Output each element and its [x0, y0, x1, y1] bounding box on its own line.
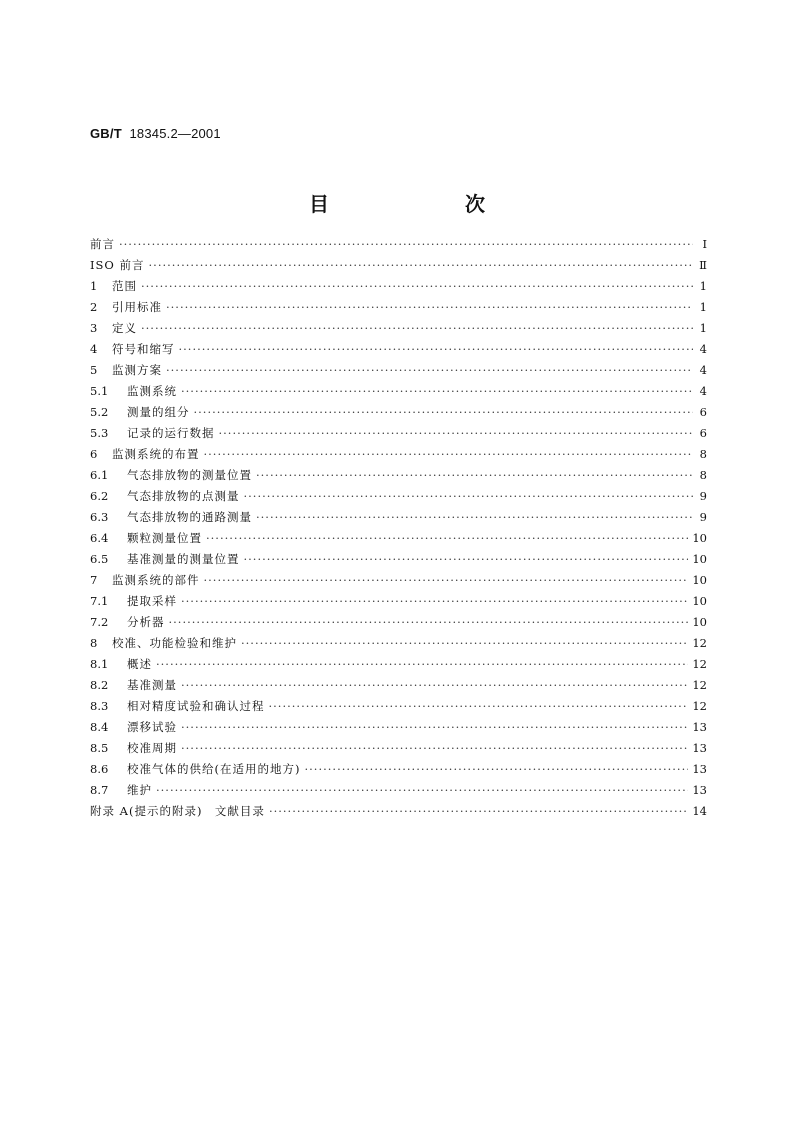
toc-entry-number: 7 [90, 573, 98, 587]
toc-entry-label: 监测方案 [112, 363, 162, 377]
toc-entry [90, 696, 707, 717]
toc-entry-number: 8.6 [90, 762, 109, 776]
toc-entry-number: 6.1 [90, 468, 109, 482]
toc-entry [90, 570, 707, 591]
toc-entry-number: 6.4 [90, 531, 109, 545]
toc-dot-leader [241, 633, 688, 654]
toc-dot-leader [244, 486, 694, 507]
toc-entry-page: 4 [699, 384, 707, 398]
toc-entry-page: 9 [699, 510, 707, 524]
toc-entry-label: 校准、功能检验和维护 [112, 636, 237, 650]
toc-entry-number: 8.3 [90, 699, 109, 713]
toc-entry [90, 444, 707, 465]
toc-dot-leader [269, 696, 689, 717]
toc-entry-label: 监测系统 [127, 384, 177, 398]
toc-entry-number: 2 [90, 300, 98, 314]
toc-entry [90, 360, 707, 381]
toc-dot-leader [194, 402, 694, 423]
toc-entry-label: 气态排放物的点测量 [127, 489, 240, 503]
toc-entry-page: 13 [692, 783, 707, 797]
toc-entry-label: 漂移试验 [127, 720, 177, 734]
toc-dot-leader [166, 297, 693, 318]
toc-entry [90, 633, 707, 654]
table-of-contents [90, 234, 707, 822]
toc-dot-leader [304, 759, 688, 780]
toc-entry-number: 6.2 [90, 489, 109, 503]
toc-entry-number: 4 [90, 342, 98, 356]
toc-entry-page: 10 [692, 531, 707, 545]
toc-entry-page: 12 [692, 657, 707, 671]
standard-code [90, 126, 221, 141]
toc-entry-label: 基准测量 [127, 678, 177, 692]
toc-entry-label: 概述 [127, 657, 152, 671]
toc-entry [90, 717, 707, 738]
toc-entry-page: 9 [699, 489, 707, 503]
toc-entry-number: 7.1 [90, 594, 109, 608]
toc-entry-label: 颗粒测量位置 [127, 531, 202, 545]
toc-entry [90, 738, 707, 759]
toc-entry [90, 402, 707, 423]
toc-entry-label: 分析器 [127, 615, 165, 629]
toc-dot-leader [181, 381, 693, 402]
toc-entry-number: 6 [90, 447, 98, 461]
toc-dot-leader [204, 444, 694, 465]
toc-entry-number: 6.3 [90, 510, 109, 524]
toc-entry-page: 1 [699, 279, 707, 293]
toc-dot-leader [156, 654, 688, 675]
toc-entry [90, 297, 707, 318]
toc-entry-page: 10 [692, 573, 707, 587]
toc-entry-label: 测量的组分 [127, 405, 190, 419]
toc-entry-label: 气态排放物的测量位置 [127, 468, 252, 482]
toc-entry-label: 监测系统的布置 [112, 447, 200, 461]
toc-entry [90, 612, 707, 633]
toc-dot-leader [141, 276, 693, 297]
toc-entry-page: 12 [692, 636, 707, 650]
toc-entry [90, 549, 707, 570]
toc-entry-label: ISO 前言 [90, 258, 145, 272]
toc-dot-leader [181, 591, 688, 612]
toc-entry [90, 654, 707, 675]
toc-dot-leader [244, 549, 689, 570]
toc-dot-leader [256, 465, 693, 486]
toc-dot-leader [166, 360, 693, 381]
toc-dot-leader [141, 318, 693, 339]
toc-entry-page: 8 [699, 447, 707, 461]
toc-entry-label: 维护 [127, 783, 152, 797]
toc-entry-page: 6 [699, 405, 707, 419]
toc-entry-label: 记录的运行数据 [127, 426, 215, 440]
toc-entry [90, 507, 707, 528]
toc-entry-number: 8.2 [90, 678, 109, 692]
toc-entry [90, 801, 707, 822]
toc-entry-page: 10 [692, 594, 707, 608]
toc-entry [90, 465, 707, 486]
toc-entry [90, 759, 707, 780]
toc-entry-page: 13 [692, 720, 707, 734]
toc-entry-page: 6 [699, 426, 707, 440]
toc-dot-leader [169, 612, 689, 633]
toc-entry-number: 5.2 [90, 405, 109, 419]
toc-dot-leader [206, 528, 688, 549]
toc-entry-label: 气态排放物的通路测量 [127, 510, 252, 524]
toc-dot-leader [269, 801, 688, 822]
toc-entry-number: 1 [90, 279, 98, 293]
toc-entry-page: 10 [692, 552, 707, 566]
toc-entry-label: 相对精度试验和确认过程 [127, 699, 265, 713]
toc-entry-label: 定义 [112, 321, 137, 335]
toc-dot-leader [204, 570, 689, 591]
toc-entry-label: 附录 A(提示的附录) 文献目录 [90, 804, 265, 818]
toc-entry-page: 1 [699, 321, 707, 335]
toc-dot-leader [119, 234, 693, 255]
toc-entry-label: 范围 [112, 279, 137, 293]
toc-entry [90, 339, 707, 360]
standard-code-number: 18345.2—2001 [129, 126, 221, 141]
toc-dot-leader [181, 738, 688, 759]
toc-entry-page: 4 [699, 363, 707, 377]
toc-entry-number: 8.7 [90, 783, 109, 797]
toc-entry-number: 7.2 [90, 615, 109, 629]
toc-entry-page: Ⅱ [699, 258, 707, 272]
toc-dot-leader [219, 423, 694, 444]
toc-entry-label: 校准周期 [127, 741, 177, 755]
toc-entry-label: 基准测量的测量位置 [127, 552, 240, 566]
toc-dot-leader [181, 717, 688, 738]
toc-entry-number: 5 [90, 363, 98, 377]
toc-dot-leader [156, 780, 688, 801]
toc-entry [90, 255, 707, 276]
toc-entry [90, 591, 707, 612]
toc-entry [90, 486, 707, 507]
toc-entry-page: 12 [692, 678, 707, 692]
toc-entry-label: 符号和缩写 [112, 342, 175, 356]
toc-entry [90, 318, 707, 339]
toc-entry [90, 234, 707, 255]
toc-entry-page: Ⅰ [702, 237, 707, 251]
toc-entry [90, 381, 707, 402]
toc-dot-leader [179, 339, 694, 360]
toc-entry-label: 引用标准 [112, 300, 162, 314]
toc-entry-page: 1 [699, 300, 707, 314]
toc-entry-page: 12 [692, 699, 707, 713]
toc-entry-number: 8.4 [90, 720, 109, 734]
toc-entry-page: 10 [692, 615, 707, 629]
toc-entry-label: 校准气体的供给(在适用的地方) [127, 762, 301, 776]
toc-entry-page: 13 [692, 762, 707, 776]
toc-dot-leader [181, 675, 688, 696]
toc-entry [90, 276, 707, 297]
toc-entry [90, 780, 707, 801]
toc-dot-leader [256, 507, 693, 528]
toc-entry [90, 675, 707, 696]
toc-entry-number: 8 [90, 636, 98, 650]
toc-entry-label: 提取采样 [127, 594, 177, 608]
toc-entry-page: 13 [692, 741, 707, 755]
toc-entry-page: 14 [692, 804, 707, 818]
toc-dot-leader [149, 255, 693, 276]
toc-entry-number: 3 [90, 321, 98, 335]
page-title: 目 次 [309, 192, 543, 216]
toc-entry-number: 5.3 [90, 426, 109, 440]
toc-entry [90, 423, 707, 444]
toc-entry-number: 8.5 [90, 741, 109, 755]
toc-entry-number: 5.1 [90, 384, 109, 398]
toc-entry-number: 6.5 [90, 552, 109, 566]
toc-entry-label: 前言 [90, 237, 115, 251]
toc-entry-page: 4 [699, 342, 707, 356]
toc-entry-number: 8.1 [90, 657, 109, 671]
toc-entry-page: 8 [699, 468, 707, 482]
standard-code-prefix: GB/T [90, 126, 122, 141]
toc-entry-label: 监测系统的部件 [112, 573, 200, 587]
toc-entry [90, 528, 707, 549]
